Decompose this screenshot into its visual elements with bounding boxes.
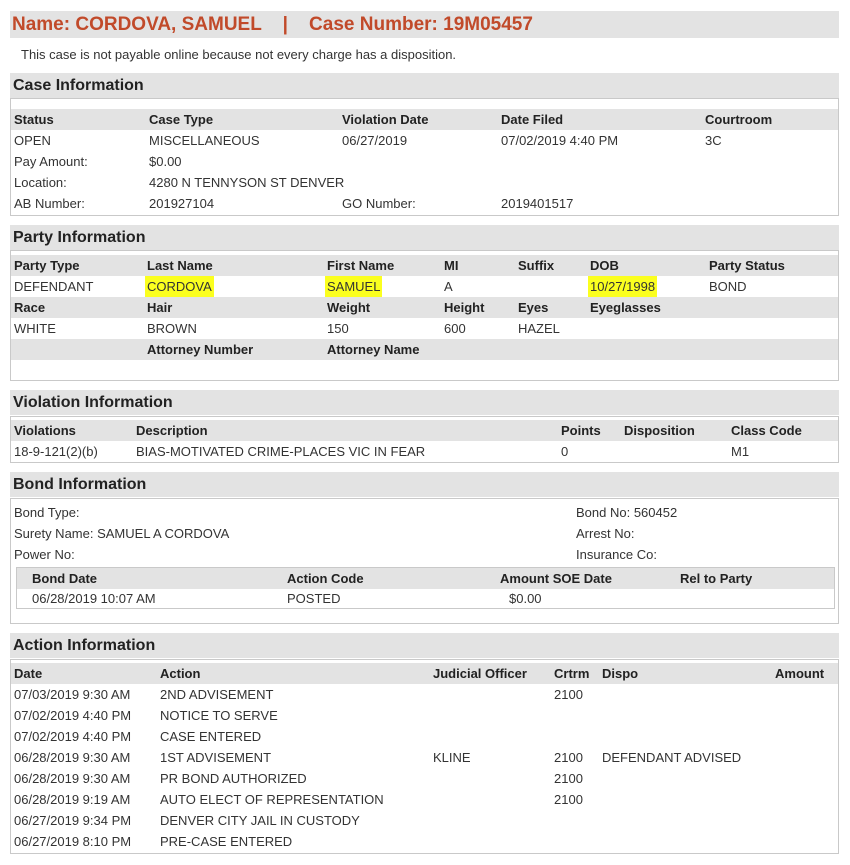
col-bond-date: Bond Date	[32, 571, 97, 586]
action-courtroom: 2100	[554, 750, 583, 765]
party-information-header: Party Information	[10, 225, 839, 250]
col-disposition: Disposition	[624, 423, 695, 438]
col-date: Date	[14, 666, 43, 681]
col-dob: DOB	[590, 258, 619, 273]
col-violations: Violations	[14, 423, 76, 438]
bond-table	[16, 567, 835, 609]
last-name-value: CORDOVA	[145, 276, 214, 297]
col-courtroom: Courtroom	[705, 112, 773, 127]
action-name: DENVER CITY JAIL IN CUSTODY	[160, 813, 360, 828]
col-height: Height	[444, 300, 485, 315]
violation-code: 18-9-121(2)(b)	[14, 444, 98, 459]
mi-value: A	[444, 279, 453, 294]
case-information-header: Case Information	[10, 73, 839, 98]
action-header-row	[11, 663, 838, 684]
go-number-label: GO Number:	[342, 196, 416, 211]
action-date: 06/27/2019 9:34 PM	[14, 813, 132, 828]
action-courtroom: 2100	[554, 792, 583, 807]
case-type-value: MISCELLANEOUS	[149, 133, 260, 148]
payment-notice: This case is not payable online because not every charge has a disposition.	[21, 47, 457, 62]
col-weight: Weight	[327, 300, 371, 315]
status-value: OPEN	[14, 133, 51, 148]
col-amount: Amount	[775, 666, 825, 681]
violation-information-panel	[10, 416, 839, 463]
col-description: Description	[136, 423, 208, 438]
action-date: 06/28/2019 9:30 AM	[14, 750, 131, 765]
bond-type-label: Bond Type:	[14, 505, 80, 520]
bond-date-value: 06/28/2019 10:07 AM	[32, 591, 156, 606]
action-date: 06/27/2019 8:10 PM	[14, 834, 132, 849]
courtroom-value: 3C	[705, 133, 722, 148]
bond-information-header: Bond Information	[10, 472, 839, 497]
case-information-panel	[10, 98, 839, 216]
action-information-panel	[10, 659, 839, 854]
weight-value: 150	[327, 321, 349, 336]
action-courtroom: 2100	[554, 771, 583, 786]
party-header-row-2	[11, 297, 838, 318]
action-date: 07/02/2019 4:40 PM	[14, 729, 132, 744]
date-filed-value: 07/02/2019 4:40 PM	[501, 133, 619, 148]
col-race: Race	[14, 300, 46, 315]
violation-description: BIAS-MOTIVATED CRIME-PLACES VIC IN FEAR	[136, 444, 426, 459]
hair-value: BROWN	[147, 321, 197, 336]
action-date: 06/28/2019 9:30 AM	[14, 771, 131, 786]
violation-information-header: Violation Information	[10, 390, 839, 415]
bond-number: Bond No: 560452	[576, 505, 678, 520]
col-party-type: Party Type	[14, 258, 80, 273]
eyes-value: HAZEL	[518, 321, 560, 336]
col-crtrm: Crtrm	[554, 666, 590, 681]
action-name: 2ND ADVISEMENT	[160, 687, 274, 702]
party-information-panel	[10, 250, 839, 381]
col-eyes: Eyes	[518, 300, 549, 315]
race-value: WHITE	[14, 321, 56, 336]
action-date: 06/28/2019 9:19 AM	[14, 792, 131, 807]
violation-class-code: M1	[731, 444, 750, 459]
surety-name: Surety Name: SAMUEL A CORDOVA	[14, 526, 230, 541]
first-name-value: SAMUEL	[325, 276, 382, 297]
action-name: PRE-CASE ENTERED	[160, 834, 293, 849]
violation-date-value: 06/27/2019	[342, 133, 408, 148]
action-name: AUTO ELECT OF REPRESENTATION	[160, 792, 384, 807]
col-party-status: Party Status	[709, 258, 785, 273]
action-name: PR BOND AUTHORIZED	[160, 771, 307, 786]
action-information-header: Action Information	[10, 633, 839, 658]
col-violation-date: Violation Date	[342, 112, 429, 127]
ab-number-label: AB Number:	[14, 196, 85, 211]
action-courtroom: 2100	[554, 687, 583, 702]
party-header-row-3	[11, 339, 838, 360]
location-label: Location:	[14, 175, 67, 190]
action-date: 07/03/2019 9:30 AM	[14, 687, 131, 702]
arrest-number-label: Arrest No:	[576, 526, 635, 541]
action-name: 1ST ADVISEMENT	[160, 750, 272, 765]
power-number-label: Power No:	[14, 547, 75, 562]
col-dispo: Dispo	[602, 666, 639, 681]
col-amount-soe-date: Amount SOE Date	[500, 571, 612, 586]
bond-information-panel	[10, 498, 839, 624]
col-class-code: Class Code	[731, 423, 802, 438]
location-value: 4280 N TENNYSON ST DENVER	[149, 175, 345, 190]
col-first-name: First Name	[327, 258, 395, 273]
col-rel-to-party: Rel to Party	[680, 571, 753, 586]
go-number-value: 2019401517	[501, 196, 574, 211]
case-title: Name: CORDOVA, SAMUEL | Case Number: 19M05457	[10, 11, 839, 38]
action-name: NOTICE TO SERVE	[160, 708, 278, 723]
dob-value: 10/27/1998	[588, 276, 657, 297]
pay-amount-label: Pay Amount:	[14, 154, 88, 169]
col-action-code: Action Code	[287, 571, 364, 586]
col-points: Points	[561, 423, 601, 438]
col-action: Action	[160, 666, 201, 681]
pay-amount-value: $0.00	[149, 154, 182, 169]
party-type-value: DEFENDANT	[14, 279, 94, 294]
col-suffix: Suffix	[518, 258, 555, 273]
col-attorney-name: Attorney Name	[327, 342, 420, 357]
action-dispo: DEFENDANT ADVISED	[602, 750, 742, 765]
col-status: Status	[14, 112, 54, 127]
height-value: 600	[444, 321, 466, 336]
col-eyeglasses: Eyeglasses	[590, 300, 661, 315]
col-hair: Hair	[147, 300, 173, 315]
col-attorney-number: Attorney Number	[147, 342, 254, 357]
party-status-value: BOND	[709, 279, 747, 294]
action-judicial-officer: KLINE	[433, 750, 471, 765]
col-date-filed: Date Filed	[501, 112, 564, 127]
action-date: 07/02/2019 4:40 PM	[14, 708, 132, 723]
action-code-value: POSTED	[287, 591, 341, 606]
col-last-name: Last Name	[147, 258, 213, 273]
violation-points: 0	[561, 444, 569, 459]
bond-amount-value: $0.00	[509, 591, 542, 606]
col-case-type: Case Type	[149, 112, 214, 127]
ab-number-value: 201927104	[149, 196, 215, 211]
col-judicial-officer: Judicial Officer	[433, 666, 527, 681]
action-name: CASE ENTERED	[160, 729, 262, 744]
col-mi: MI	[444, 258, 459, 273]
insurance-co-label: Insurance Co:	[576, 547, 657, 562]
